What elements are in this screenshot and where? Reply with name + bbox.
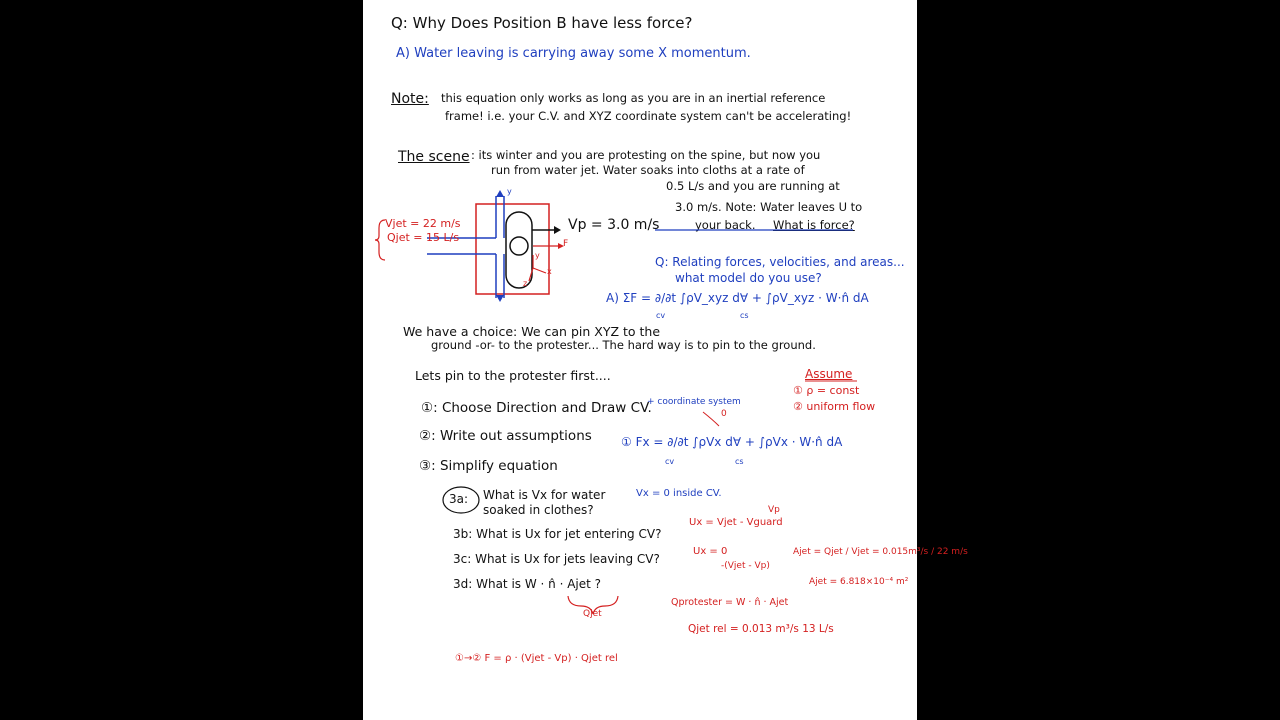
step-3: ③: Simplify equation [419, 458, 558, 474]
ajet-line-2: Ajet = 6.818×10⁻⁴ m² [809, 577, 909, 587]
step-3c-answer: Ux = 0 [693, 546, 728, 557]
step-3b-answer: Ux = Vjet - Vguard [689, 517, 783, 528]
fx-zero: 0 [721, 409, 727, 419]
protester-head [510, 237, 528, 255]
q-protester: Qprotester = W · n̂ · Ajet [671, 597, 789, 608]
assume-2: ② uniform flow [793, 400, 876, 413]
y-top-label: y [507, 187, 512, 196]
step-2: ②: Write out assumptions [419, 428, 592, 444]
rtt-cs: cs [740, 311, 749, 320]
fx-cv: cv [665, 457, 675, 466]
scene-line-2: run from water jet. Water soaks into cloths at a rate of [491, 163, 805, 177]
vp-arrowhead [554, 226, 561, 234]
fx-cs: cs [735, 457, 744, 466]
qjet-label: Qjet = 15 L/s [387, 231, 460, 244]
assume-1: ① ρ = const [793, 384, 860, 397]
step-1: ①: Choose Direction and Draw CV. [421, 400, 652, 416]
step-3a-line-2: soaked in clothes? [483, 503, 594, 517]
step-3d: 3d: What is W · n̂ · Ajet ? [453, 577, 602, 591]
force-label: F [563, 239, 569, 249]
scene-what-is-force: What is force? [773, 218, 855, 232]
ajet-line-1: Ajet = Qjet / Vjet = 0.015m³/s / 22 m/s [793, 547, 968, 557]
lets-pin-line: Lets pin to the protester first.... [415, 368, 611, 383]
notes-page [363, 0, 968, 720]
step-3a-label: 3a: [449, 492, 469, 506]
step-3b-vp: Vp [768, 505, 780, 515]
y-axis-label: y [535, 251, 540, 260]
control-volume [476, 204, 549, 294]
step-3d-sub: Qjet [583, 609, 602, 619]
final-equation: ①→② F = ρ · (Vjet - Vp) · Qjet rel [455, 653, 618, 664]
step1-arrow [703, 412, 719, 426]
protester-diagram [363, 0, 917, 720]
assume-title: Assume [805, 367, 853, 381]
step-3c: 3c: What is Ux for jets leaving CV? [453, 552, 660, 566]
relating-question-2: what model do you use? [675, 271, 822, 285]
scene-line-3: 0.5 L/s and you are running at [666, 179, 840, 193]
scene-line-1: : its winter and you are protesting on the spine, but now you [471, 148, 821, 162]
step-3b: 3b: What is Ux for jet entering CV? [453, 527, 662, 541]
jet-down-arrow [496, 295, 504, 302]
vjet-label: Vjet = 22 m/s [385, 217, 461, 230]
jet-up-arrow [496, 190, 504, 197]
step-3a-answer: Vx = 0 inside CV. [636, 488, 722, 499]
note-line-1: this equation only works as long as you are in an inertial reference [441, 91, 826, 105]
question-line: Q: Why Does Position B have less force? [391, 14, 693, 32]
answer-line: A) Water leaving is carrying away some X momentum. [396, 46, 751, 61]
x-axis-label: x [547, 267, 552, 276]
step-3a-line-1: What is Vx for water [483, 488, 606, 502]
protester-body [506, 212, 532, 288]
q-jet-rel: Qjet rel = 0.013 m³/s 13 L/s [688, 623, 834, 635]
step-1-note: + coordinate system [647, 397, 741, 407]
choice-line-2: ground -or- to the protester... The hard way is to pin to the ground. [431, 338, 816, 352]
note-line-2: frame! i.e. your C.V. and XYZ coordinate system can't be accelerating! [445, 109, 852, 123]
rtt-equation: A) ΣF = ∂/∂t ∫ρV_xyz d∀ + ∫ρV_xyz · W·n̂ dA [606, 291, 869, 305]
fx-equation: ① Fx = ∂/∂t ∫ρVx d∀ + ∫ρVx · W·n̂ dA [621, 435, 843, 449]
note-label: Note: [391, 91, 429, 107]
scene-line-5: your back. [695, 218, 756, 232]
scene-label: The scene [398, 149, 470, 165]
choice-line-1: We have a choice: We can pin XYZ to the [403, 324, 661, 339]
vp-label: Vp = 3.0 m/s [568, 217, 660, 233]
step-3c-sub: -(Vjet - Vp) [721, 561, 770, 571]
z-axis-label: z [523, 279, 528, 288]
x-axis [533, 268, 546, 273]
relating-question-1: Q: Relating forces, velocities, and areas... [655, 255, 905, 269]
scene-line-4: 3.0 m/s. Note: Water leaves U to [675, 200, 863, 214]
jet-brace [375, 220, 385, 260]
rtt-cv: cv [656, 311, 666, 320]
